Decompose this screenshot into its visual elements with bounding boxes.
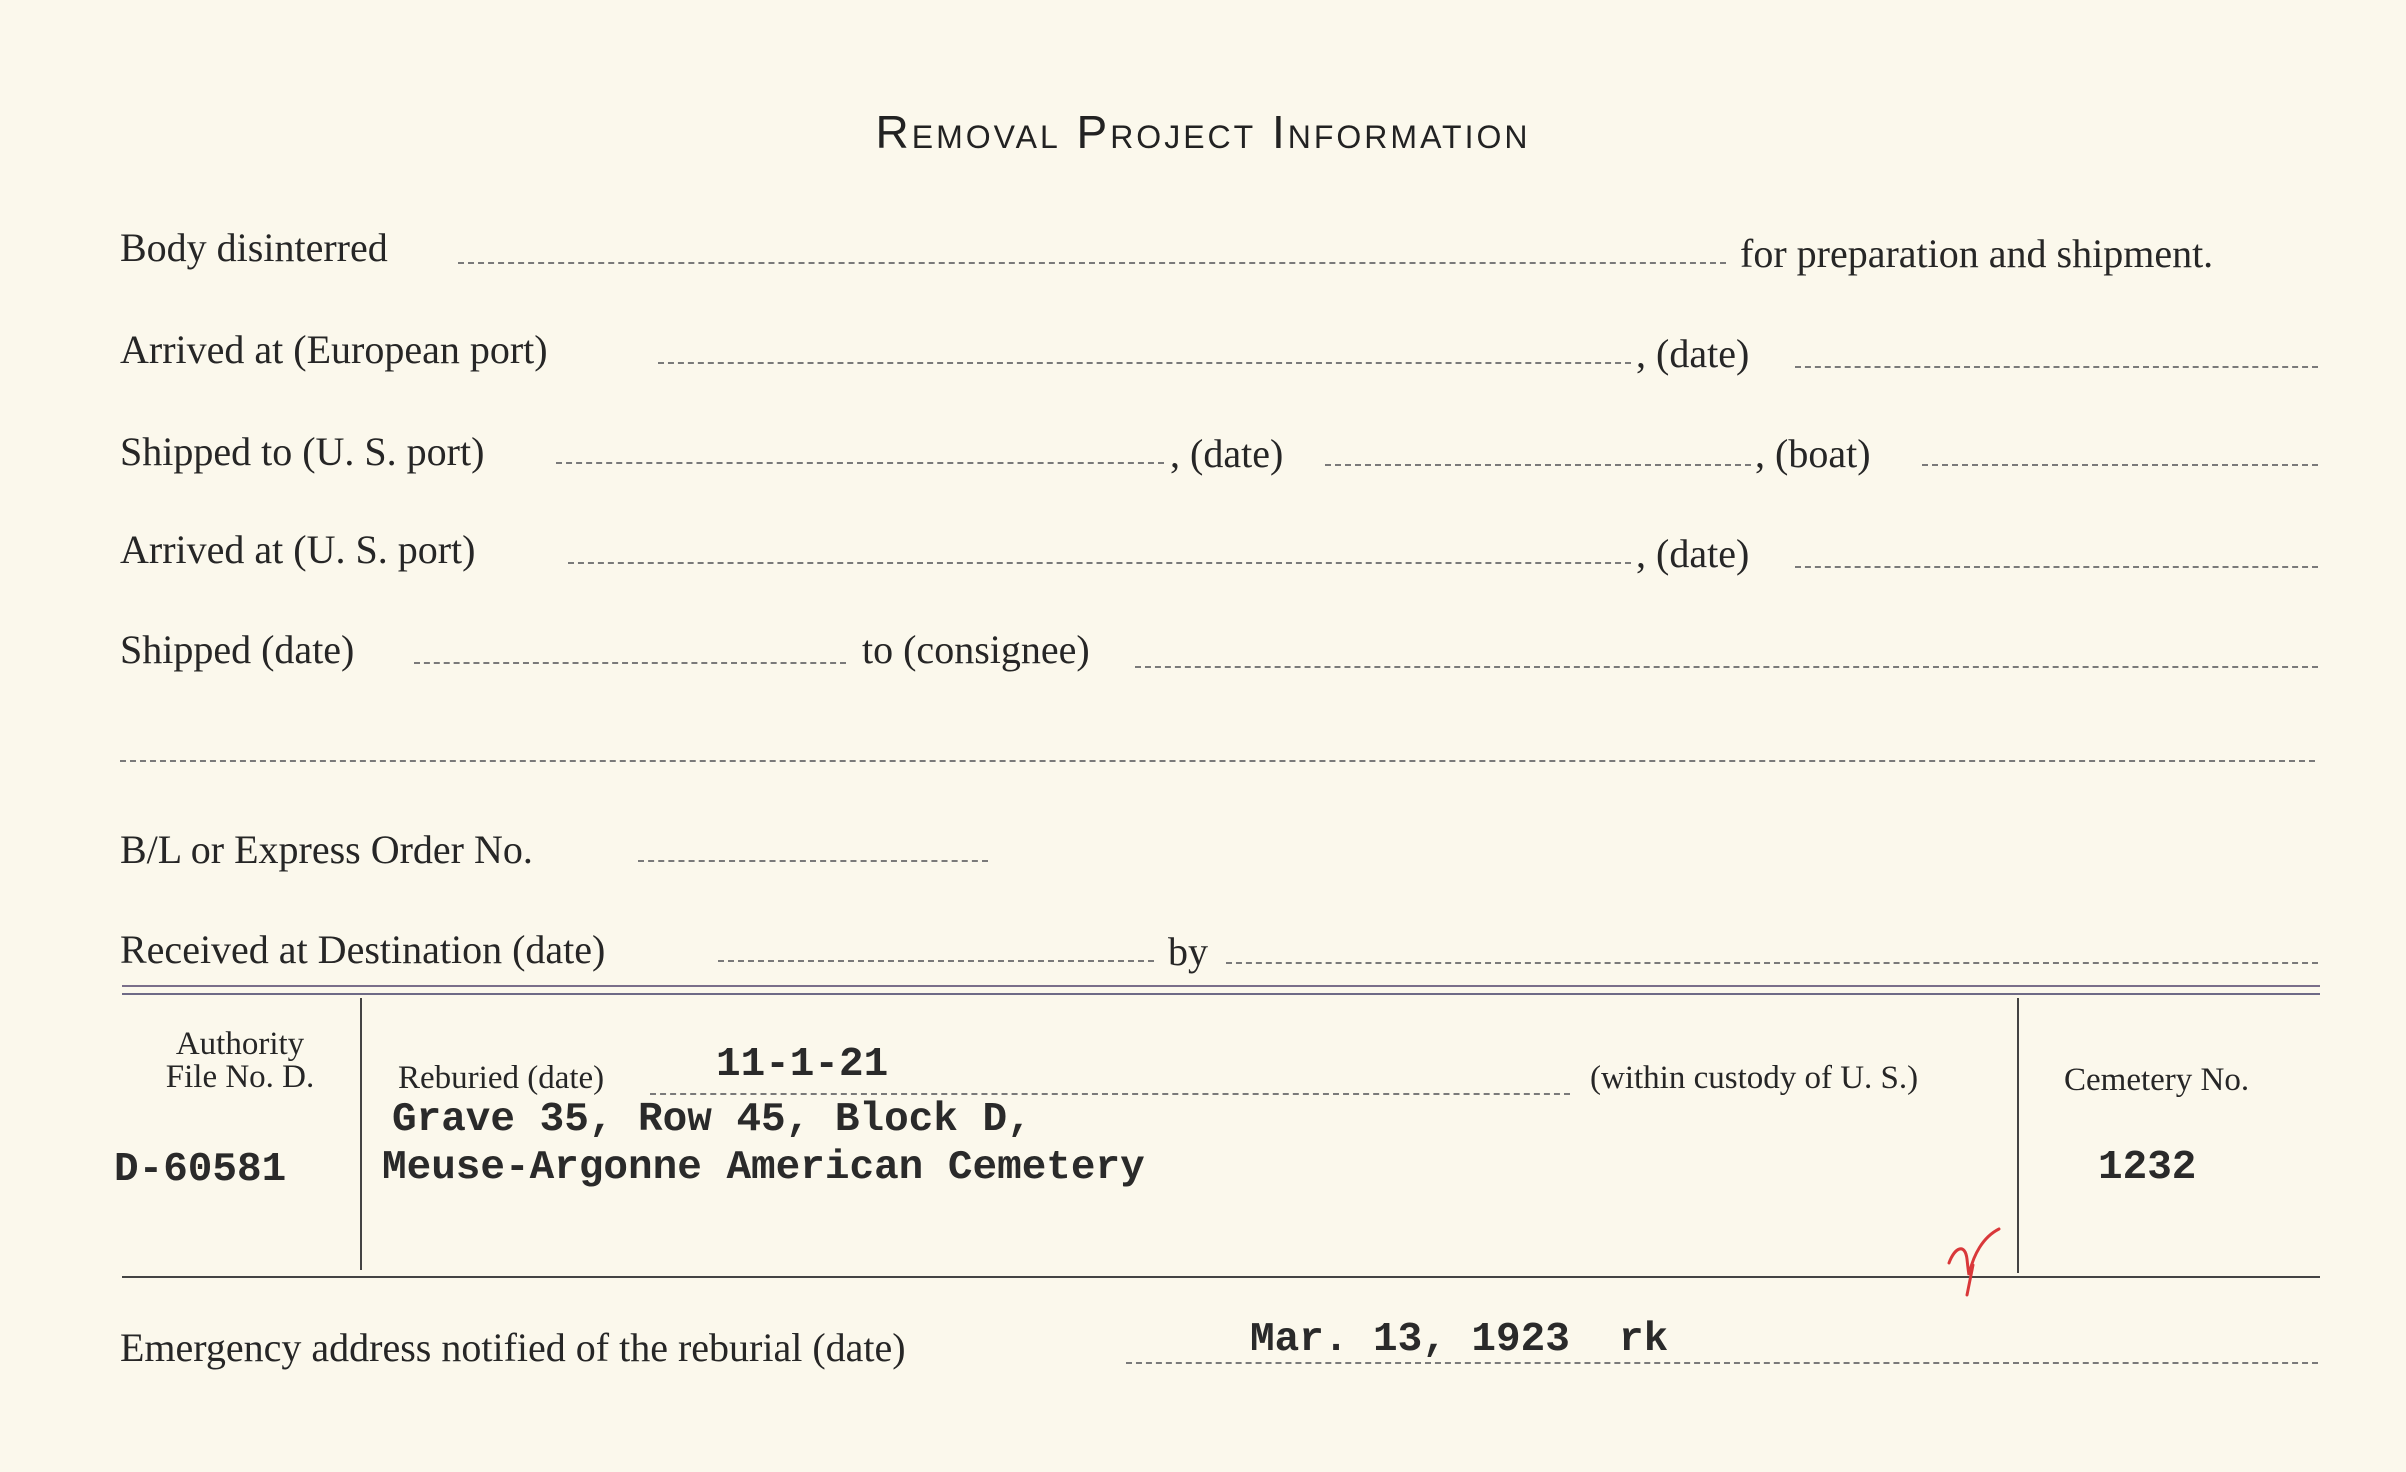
box-divider-right [2017, 998, 2019, 1273]
by-label: by [1168, 929, 1208, 974]
boat-label: , (boat) [1755, 431, 1871, 476]
reburied-line [650, 1093, 1570, 1095]
arrived-us-label: Arrived at (U. S. port) [120, 527, 476, 572]
shipped-to-date-line [1325, 464, 1751, 466]
shipped-to-label: Shipped to (U. S. port) [120, 429, 485, 474]
boat-line [1922, 464, 2318, 466]
shipped-date-label: Shipped (date) [120, 627, 355, 672]
authority-label: Authority [175, 1026, 305, 1062]
bl-order-line [638, 860, 988, 862]
by-line [1226, 962, 2318, 964]
shipped-to-line [556, 462, 1164, 464]
check-mark-icon [1945, 1225, 2005, 1301]
arrived-european-date-label: , (date) [1636, 331, 1750, 376]
preparation-label: for preparation and shipment. [1740, 231, 2214, 276]
arrived-european-line [658, 362, 1631, 364]
box-divider-left [360, 998, 362, 1270]
cemetery-name: Meuse-Argonne American Cemetery [382, 1145, 1145, 1191]
received-line [718, 960, 1154, 962]
file-no-label: File No. D. [165, 1059, 315, 1095]
blank-line [120, 760, 2315, 762]
custody-label: (within custody of U. S.) [1590, 1060, 1919, 1096]
received-label: Received at Destination (date) [120, 927, 606, 972]
box-top-line-2 [122, 993, 2320, 995]
notified-date: Mar. 13, 1923 rk [1250, 1317, 1669, 1363]
arrived-us-line [568, 562, 1631, 564]
file-number: D-60581 [114, 1147, 287, 1193]
page-title: Removal Project Information [875, 106, 1531, 158]
consignee-line [1135, 666, 2318, 668]
arrived-european-label: Arrived at (European port) [120, 327, 548, 372]
emergency-label: Emergency address notified of the reburial (date) [120, 1325, 906, 1370]
arrived-us-date-line [1795, 566, 2318, 568]
bl-order-label: B/L or Express Order No. [120, 827, 533, 872]
arrived-us-date-label: , (date) [1636, 531, 1750, 576]
shipped-to-date-label: , (date) [1170, 431, 1284, 476]
cemetery-number: 1232 [2098, 1145, 2197, 1191]
reburied-date: 11-1-21 [716, 1042, 889, 1088]
box-top-line [122, 985, 2320, 987]
body-disinterred-label: Body disinterred [120, 225, 388, 270]
shipped-date-line [414, 662, 846, 664]
consignee-label: to (consignee) [862, 627, 1090, 672]
reburied-label: Reburied (date) [398, 1060, 605, 1096]
cemetery-no-label: Cemetery No. [2064, 1062, 2250, 1098]
body-disinterred-line [458, 262, 1726, 264]
grave-location: Grave 35, Row 45, Block D, [392, 1097, 1032, 1143]
arrived-european-date-line [1795, 366, 2318, 368]
